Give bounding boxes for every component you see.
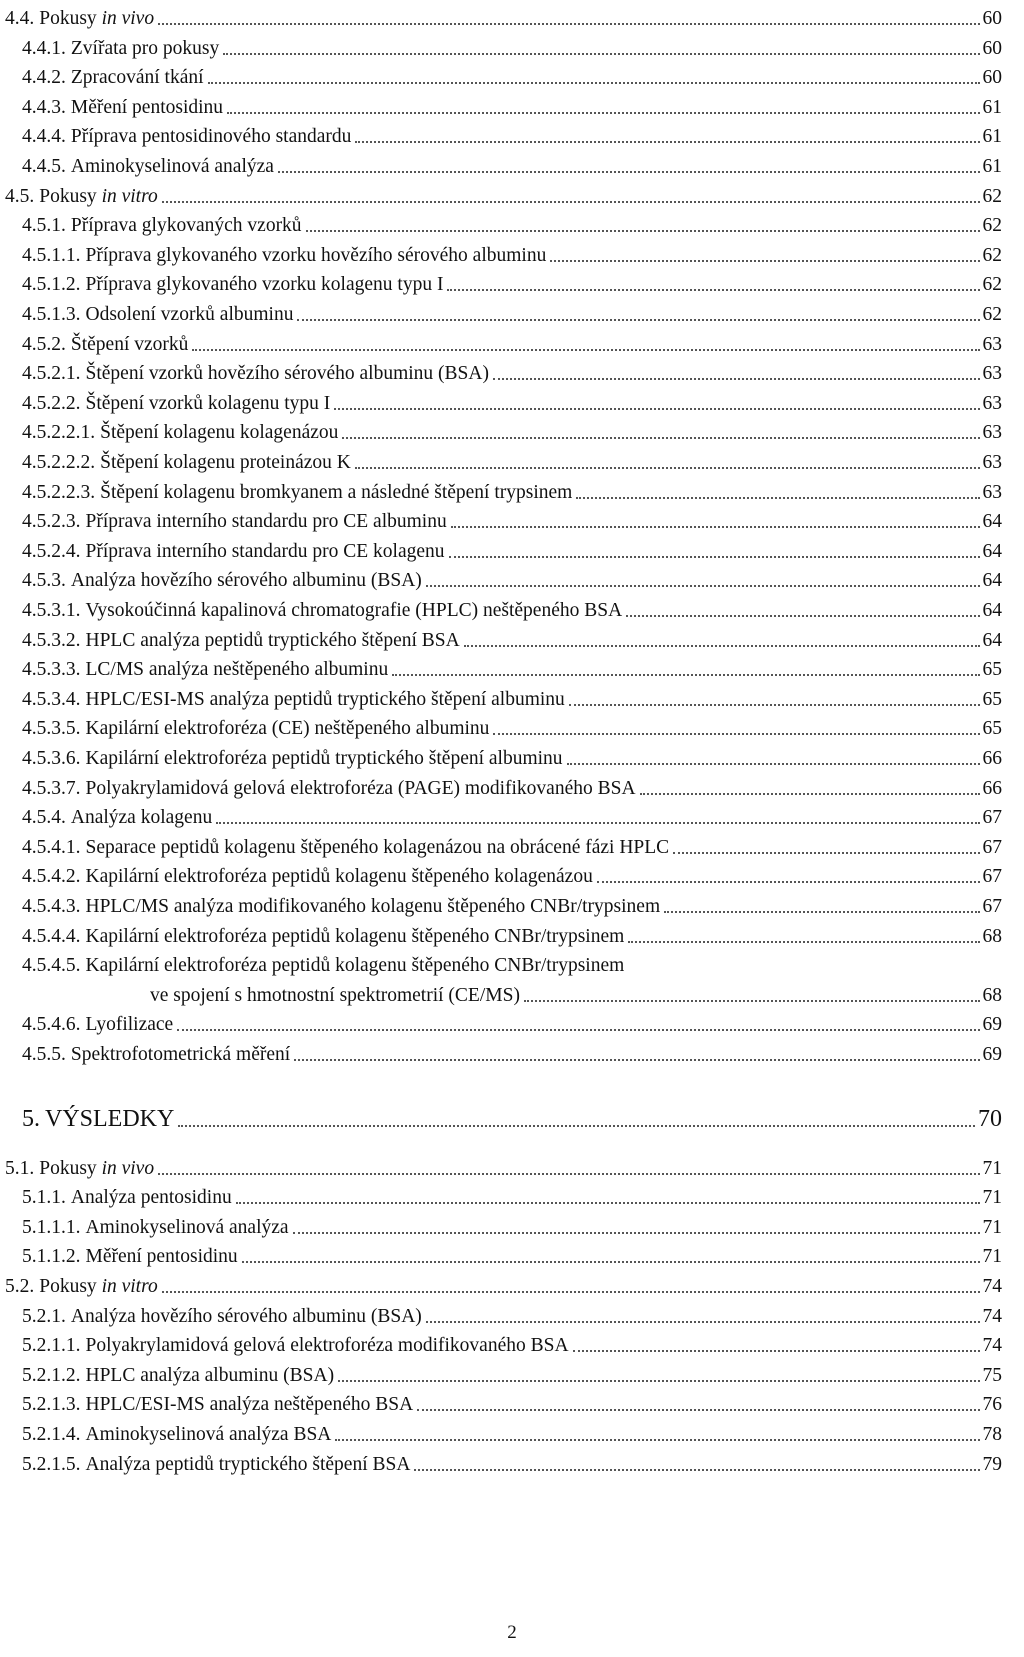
toc-entry-number: 4.5.2.1.: [22, 363, 81, 385]
toc-entry-title-text: Pokusy: [39, 1276, 97, 1297]
toc-entry: [22, 59, 1002, 89]
toc-entry-page: 67: [982, 836, 1002, 858]
toc-entry: [22, 1098, 1002, 1132]
dot-leader: [338, 1380, 979, 1382]
toc-entry-title: [86, 926, 625, 948]
dot-leader: [162, 201, 980, 203]
toc-entry-title-text: Kapilární elektroforéza (CE) neštěpeného albuminu: [85, 718, 490, 740]
toc-entry-page: 63: [982, 363, 1002, 385]
toc-entry-title: [86, 659, 389, 681]
toc-entry-page: 74: [982, 1305, 1002, 1327]
toc-entry-number: 4.5.4.5.: [22, 955, 81, 977]
toc-entry-title-text: HPLC analýza albuminu (BSA): [85, 1364, 335, 1386]
toc-entry: [22, 1006, 1002, 1036]
toc-entry-title-text: HPLC/MS analýza modifikovaného kolagenu štěpeného CNBr/trypsinem: [85, 896, 661, 917]
toc-entry-number: 4.5.4.2.: [22, 866, 81, 888]
toc-entry-number: 5.1.1.: [22, 1187, 66, 1209]
toc-entry-page: 63: [982, 333, 1002, 355]
toc-entry-number: 4.5.3.7.: [22, 777, 81, 799]
toc-entry-number: 4.5.1.2.: [22, 274, 81, 296]
toc-entry-title-text: Štěpení kolagenu bromkyanem a následné štěpení trypsinem: [100, 481, 573, 503]
toc-entry-number: 5.: [22, 1105, 40, 1132]
toc-entry-number: 4.5.3.4.: [22, 688, 81, 710]
toc-entry: [22, 947, 904, 977]
toc-entry-title-text: Separace peptidů kolagenu štěpeného kolagenázou na obrácené fázi HPLC: [85, 836, 670, 858]
toc-entry-title: [71, 156, 274, 178]
dot-leader: [216, 822, 979, 824]
toc-entry-page: 60: [982, 8, 1002, 29]
toc-entry-title: [86, 896, 661, 918]
toc-entry-title: [86, 541, 445, 563]
toc-entry-title-text: Příprava glykovaného vzorku hovězího sérového albuminu: [85, 244, 547, 266]
toc-entry-number: 4.4.4.: [22, 126, 66, 148]
dot-leader: [664, 911, 979, 913]
dot-leader: [447, 289, 979, 291]
toc-entry: [5, 0, 1002, 30]
toc-entry-page: 69: [982, 1014, 1002, 1036]
toc-entry: [22, 681, 1002, 711]
toc-entry-page: 70: [978, 1105, 1002, 1132]
toc-entry-number: 5.1.1.2.: [22, 1246, 81, 1268]
toc-entry-title-italic: in vivo: [101, 8, 155, 29]
toc-entry-number: 4.4.3.: [22, 96, 66, 118]
dot-leader: [414, 1469, 979, 1471]
dot-leader: [334, 408, 979, 410]
toc-entry-page: 79: [982, 1453, 1002, 1475]
toc-entry-title-text: Analýza pentosidinu: [70, 1187, 232, 1209]
toc-entry-number: 4.5.4.3.: [22, 896, 81, 917]
toc-entry-title-text: HPLC/ESI-MS analýza neštěpeného BSA: [85, 1394, 414, 1416]
toc-entry-title-text: Kapilární elektroforéza peptidů kolagenu štěpeného kolagenázou: [85, 866, 593, 888]
dot-leader: [417, 1409, 979, 1411]
toc-entry-title-text: HPLC analýza peptidů tryptického štěpení BSA: [85, 629, 460, 651]
toc-entry-page: 64: [982, 629, 1002, 651]
toc-entry: [22, 1327, 1002, 1357]
toc-entry-page: 60: [982, 37, 1002, 59]
toc-entry-title: [71, 1044, 290, 1066]
toc-entry-title: [39, 186, 157, 208]
toc-entry-title-text: LC/MS analýza neštěpeného albuminu: [85, 659, 389, 681]
toc-entry-number: 5.1.1.1.: [22, 1216, 81, 1238]
dot-leader: [192, 349, 979, 351]
toc-entry-number: 4.5.3.: [22, 570, 66, 592]
toc-entry-page: 63: [982, 422, 1002, 444]
toc-entry-title-text: Příprava pentosidinového standardu: [70, 126, 352, 148]
toc-entry-page: 67: [982, 896, 1002, 917]
dot-leader: [355, 141, 979, 143]
toc-entry-number: 5.1.: [5, 1157, 35, 1179]
toc-entry-title-text: Příprava glykovaných vzorků: [70, 215, 302, 237]
toc-entry-number: 4.5.1.1.: [22, 244, 81, 266]
toc-entry-title-text: Příprava interního standardu pro CE kolagenu: [85, 540, 445, 562]
dot-leader: [392, 674, 979, 676]
toc-entry-page: 62: [982, 274, 1002, 296]
toc-entry: [22, 89, 1002, 119]
toc-entry-title: [86, 1246, 238, 1268]
toc-entry-title: [39, 8, 154, 30]
toc-entry-title: [39, 1276, 157, 1298]
toc-entry-page: 64: [982, 540, 1002, 562]
toc-entry-page: 69: [982, 1044, 1002, 1065]
toc-entry-number: 4.5.1.3.: [22, 304, 81, 325]
toc-entry-title: [86, 1365, 335, 1387]
toc-entry-title-text: Polyakrylamidová gelová elektroforéza (PAGE) modifikovaného BSA: [85, 777, 636, 799]
toc-entry: [22, 1298, 1002, 1328]
toc-entry: [22, 1036, 1002, 1066]
toc-entry-title-text: Aminokyselinová analýza BSA: [85, 1424, 332, 1445]
toc-entry-title-text: Kapilární elektroforéza peptidů kolagenu štěpeného CNBr/trypsinem: [85, 955, 625, 977]
toc-entry-page: 78: [982, 1424, 1002, 1445]
toc-entry: [22, 237, 1002, 267]
dot-leader: [628, 941, 979, 943]
toc-entry-title-text: Kapilární elektroforéza peptidů tryptického štěpení albuminu: [85, 748, 563, 769]
toc-entry-page: 67: [982, 866, 1002, 888]
toc-entry: [22, 1446, 1002, 1476]
toc-entry-title-italic: in vitro: [101, 1276, 158, 1297]
toc-entry-page: 66: [982, 748, 1002, 769]
dot-leader: [426, 1321, 980, 1323]
toc-entry-page: 62: [982, 185, 1002, 207]
toc-entry-title-text: HPLC/ESI-MS analýza peptidů tryptického štěpení albuminu: [85, 688, 565, 710]
toc-entry-title: [86, 630, 460, 652]
page-number: 2: [507, 1622, 517, 1643]
toc-entry-title: [86, 363, 489, 385]
toc-entry: [22, 1416, 1002, 1446]
dot-leader: [451, 526, 980, 528]
toc-entry: [22, 888, 1002, 918]
dot-leader: [242, 1261, 980, 1263]
toc-entry-title-text: Analýza kolagenu: [70, 807, 213, 829]
toc-entry-title-text: Aminokyselinová analýza: [85, 1216, 289, 1238]
toc-entry-title: [71, 1187, 232, 1209]
toc-entry-number: 4.5.2.: [22, 333, 66, 355]
toc-entry-page: 71: [982, 1187, 1002, 1209]
toc-entry-title-text: Štěpení kolagenu kolagenázou: [100, 422, 339, 444]
toc-entry-page: 62: [982, 215, 1002, 237]
toc-entry-page: 64: [982, 600, 1002, 621]
toc-entry-title-text: Měření pentosidinu: [85, 1246, 238, 1268]
toc-entry: [22, 1238, 1002, 1268]
dot-leader: [640, 793, 980, 795]
toc-entry: [22, 1357, 1002, 1387]
toc-entry-number: 4.5.2.2.: [22, 392, 81, 414]
toc-entry-title-text: Příprava interního standardu pro CE albuminu: [85, 511, 447, 533]
toc-entry-page: 61: [982, 126, 1002, 148]
dot-leader: [178, 1125, 975, 1127]
toc-entry-title: [71, 1306, 422, 1328]
dot-leader: [493, 378, 980, 380]
toc-entry-title-text: Analýza peptidů tryptického štěpení BSA: [85, 1453, 411, 1475]
toc-entry-page: 65: [982, 688, 1002, 710]
toc-entry: [22, 296, 1002, 326]
toc-entry-title-text: Štěpení vzorků hovězího sérového albuminu (BSA): [85, 363, 489, 385]
dot-leader: [626, 615, 979, 617]
toc-entry-page: 63: [982, 481, 1002, 503]
dot-leader: [297, 319, 979, 321]
toc-entry-title: [100, 482, 572, 504]
toc-entry-title: [71, 215, 302, 237]
toc-entry-page: 65: [982, 659, 1002, 681]
toc-entry-page: 60: [982, 67, 1002, 89]
toc-entry-page: 63: [982, 392, 1002, 414]
toc-entry-title-text: Odsolení vzorků albuminu: [85, 304, 294, 325]
toc-entry-title: [86, 1217, 289, 1239]
toc-entry-number: 5.2.1.3.: [22, 1394, 81, 1416]
toc-entry-title-italic: in vitro: [101, 185, 158, 207]
toc-entry-page: 71: [982, 1157, 1002, 1179]
toc-entry: [22, 503, 1002, 533]
toc-entry-title-text: Kapilární elektroforéza peptidů kolagenu štěpeného CNBr/trypsinem: [85, 925, 625, 947]
toc-entry-title-text: Lyofilizace: [85, 1014, 174, 1036]
toc-entry-page: 71: [982, 1216, 1002, 1238]
toc-entry: [5, 1150, 1002, 1180]
toc-entry-number: 5.2.1.5.: [22, 1453, 81, 1475]
toc-entry-number: 5.2.1.: [22, 1305, 66, 1327]
toc-entry-page: 66: [982, 777, 1002, 799]
toc-entry: [22, 799, 1002, 829]
toc-entry-title: [86, 245, 547, 267]
toc-entry-number: 4.5.: [5, 185, 35, 207]
dot-leader: [208, 82, 980, 84]
toc-entry-number: 4.4.5.: [22, 156, 66, 177]
toc-entry-title: [86, 1335, 569, 1357]
toc-entry: [22, 414, 1002, 444]
toc-entry-title: [86, 393, 331, 415]
toc-entry-number: 5.2.1.4.: [22, 1424, 81, 1445]
dot-leader: [335, 1439, 979, 1441]
toc-entry-page: 61: [982, 156, 1002, 177]
toc-entry-title: [86, 511, 447, 533]
toc-entry: [22, 326, 1002, 356]
toc-entry-title: [71, 97, 223, 119]
toc-entry-number: 4.5.1.: [22, 215, 66, 237]
toc-entry-title: [71, 126, 352, 148]
toc-entry: [22, 858, 1002, 888]
toc-entry: [22, 710, 1002, 740]
toc-entry-number: 4.4.2.: [22, 67, 66, 89]
dot-leader: [306, 230, 980, 232]
dot-leader: [227, 112, 979, 114]
toc-entry-title-text: Štěpení kolagenu proteinázou K: [100, 452, 351, 473]
toc-entry-title: [71, 807, 212, 829]
toc-entry-title: [86, 689, 565, 711]
toc-entry-title: [86, 748, 563, 770]
dot-leader: [576, 497, 979, 499]
dot-leader: [573, 1350, 980, 1352]
dot-leader: [550, 260, 979, 262]
toc-entry: [5, 178, 1002, 208]
toc-entry: [22, 918, 1002, 948]
toc-entry-title-text: Pokusy: [39, 185, 97, 207]
dot-leader: [177, 1029, 979, 1031]
toc-entry-number: 4.4.: [5, 8, 35, 29]
toc-entry: [22, 207, 1002, 237]
dot-leader: [493, 733, 979, 735]
toc-entry-title: [86, 778, 636, 800]
toc-entry-title: [86, 866, 593, 888]
toc-entry: [22, 474, 1002, 504]
toc-entry-title-text: Zpracování tkání: [70, 67, 204, 89]
toc-entry: [22, 444, 1002, 474]
toc-entry-page: 75: [982, 1364, 1002, 1386]
dot-leader: [294, 1059, 979, 1061]
toc-entry-title: [86, 1424, 332, 1446]
toc-entry: [22, 740, 1002, 770]
toc-entry-title-text: Analýza hovězího sérového albuminu (BSA): [70, 1305, 422, 1327]
dot-leader: [158, 23, 979, 25]
toc-entry-number: 4.5.3.3.: [22, 659, 81, 681]
toc-entry-page: 65: [982, 718, 1002, 740]
toc-entry-title: [86, 600, 623, 622]
toc-entry: [22, 770, 1002, 800]
toc-entry-page: 71: [982, 1246, 1002, 1268]
toc-entry-title-text: Štěpení vzorků: [70, 333, 189, 355]
dot-leader: [158, 1173, 979, 1175]
toc-entry-title: [86, 1014, 174, 1036]
toc-entry: [22, 266, 1002, 296]
toc-entry-title: [45, 1106, 174, 1132]
toc-entry-title-text: Pokusy: [39, 8, 97, 29]
toc-entry-number: 4.5.5.: [22, 1044, 66, 1065]
toc-entry-page: 74: [982, 1335, 1002, 1357]
toc-entry-page: 64: [982, 511, 1002, 533]
toc-entry-title-text: Měření pentosidinu: [70, 96, 224, 118]
toc-entry-title: [86, 274, 444, 296]
toc-entry-number: 5.2.: [5, 1276, 35, 1297]
toc-entry-title-text: Pokusy: [39, 1157, 97, 1179]
toc-entry-number: 4.5.2.2.3.: [22, 481, 96, 503]
toc-entry: [150, 977, 1002, 1007]
toc-entry-title-text: Polyakrylamidová gelová elektroforéza modifikovaného BSA: [85, 1335, 569, 1357]
toc-entry: [22, 592, 1002, 622]
toc-entry: [22, 533, 1002, 563]
toc-entry-number: 4.5.4.6.: [22, 1014, 81, 1036]
toc-entry: [22, 30, 1002, 60]
toc-entry-title: [86, 304, 294, 326]
dot-leader: [597, 881, 980, 883]
dot-leader: [567, 763, 980, 765]
dot-leader: [569, 704, 980, 706]
toc-entry-title-text: ve spojení s hmotnostní spektrometrií (CE/MS): [150, 984, 520, 1006]
toc-entry: [22, 355, 1002, 385]
toc-entry: [22, 1209, 1002, 1239]
toc-entry-title: [86, 1454, 411, 1476]
toc-entry-page: 63: [982, 452, 1002, 473]
dot-leader: [673, 852, 979, 854]
toc-entry-title: [100, 422, 338, 444]
toc-entry-number: 4.5.4.: [22, 807, 66, 829]
toc-entry-number: 5.2.1.1.: [22, 1335, 81, 1357]
toc-entry-page: 74: [982, 1276, 1002, 1297]
dot-leader: [342, 437, 979, 439]
toc-entry-page: 62: [982, 244, 1002, 266]
toc-entry: [22, 651, 1002, 681]
toc-entry-number: 4.5.3.6.: [22, 748, 81, 769]
toc-entry-title: [86, 837, 670, 859]
dot-leader: [223, 53, 979, 55]
toc-entry-title-text: Spektrofotometrická měření: [70, 1044, 291, 1065]
toc-entry-title: [39, 1158, 154, 1180]
toc-entry: [22, 1179, 1002, 1209]
toc-entry: [22, 148, 1002, 178]
toc-entry: [22, 829, 1002, 859]
toc-entry-title-text: Štěpení vzorků kolagenu typu I: [85, 392, 331, 414]
dot-leader: [278, 171, 980, 173]
toc-entry: [22, 562, 1002, 592]
toc-entry-title: [71, 334, 189, 356]
toc-entry-page: 64: [982, 570, 1002, 592]
toc-entry-title-italic: in vivo: [101, 1157, 155, 1179]
toc-entry-title-text: Příprava glykovaného vzorku kolagenu typu I: [85, 274, 444, 296]
toc-entry-title: [86, 955, 625, 977]
toc-entry-number: 5.2.1.2.: [22, 1364, 81, 1386]
toc-entry-number: 4.5.4.4.: [22, 925, 81, 947]
toc-entry-page: 62: [982, 304, 1002, 325]
toc-entry-page: 67: [982, 807, 1002, 829]
dot-leader: [449, 556, 980, 558]
toc-entry-title: [71, 570, 422, 592]
toc-entry-number: 4.5.3.1.: [22, 600, 81, 621]
toc-entry-title: [71, 38, 219, 60]
toc-entry-page: 68: [982, 984, 1002, 1006]
toc-entry-title-text: VÝSLEDKY: [45, 1105, 175, 1132]
toc-entry-number: 4.5.2.2.2.: [22, 452, 96, 473]
toc-entry-number: 4.5.3.2.: [22, 629, 81, 651]
toc-entry-number: 4.4.1.: [22, 37, 66, 59]
dot-leader: [524, 1000, 980, 1002]
dot-leader: [236, 1202, 980, 1204]
toc-entry: [22, 622, 1002, 652]
dot-leader: [464, 645, 980, 647]
toc-entry-number: 4.5.2.2.1.: [22, 422, 96, 444]
toc-entry: [22, 1386, 1002, 1416]
toc-entry-title: [150, 985, 520, 1007]
toc-entry-number: 4.5.3.5.: [22, 718, 81, 740]
toc-entry-title: [71, 67, 204, 89]
toc-entry-number: 4.5.4.1.: [22, 836, 81, 858]
toc-entry-page: 61: [982, 96, 1002, 118]
toc-entry-number: 4.5.2.3.: [22, 511, 81, 533]
toc-entry-title: [100, 452, 351, 474]
toc-entry-page: 76: [982, 1394, 1002, 1416]
toc-entry-title-text: Zvířata pro pokusy: [70, 37, 220, 59]
toc-entry-title: [86, 718, 490, 740]
toc-entry-number: 4.5.2.4.: [22, 540, 81, 562]
dot-leader: [426, 585, 980, 587]
toc-entry: [5, 1268, 1002, 1298]
toc-entry-title-text: Aminokyselinová analýza: [70, 156, 274, 177]
toc-entry: [22, 118, 1002, 148]
toc-entry-title-text: Vysokoúčinná kapalinová chromatografie (HPLC) neštěpeného BSA: [85, 600, 623, 621]
dot-leader: [293, 1232, 980, 1234]
dot-leader: [355, 467, 980, 469]
toc-entry: [22, 385, 1002, 415]
toc-entry-title: [86, 1394, 414, 1416]
toc-entry-title-text: Analýza hovězího sérového albuminu (BSA): [70, 570, 422, 592]
toc-entry-page: 68: [982, 925, 1002, 947]
dot-leader: [162, 1291, 980, 1293]
